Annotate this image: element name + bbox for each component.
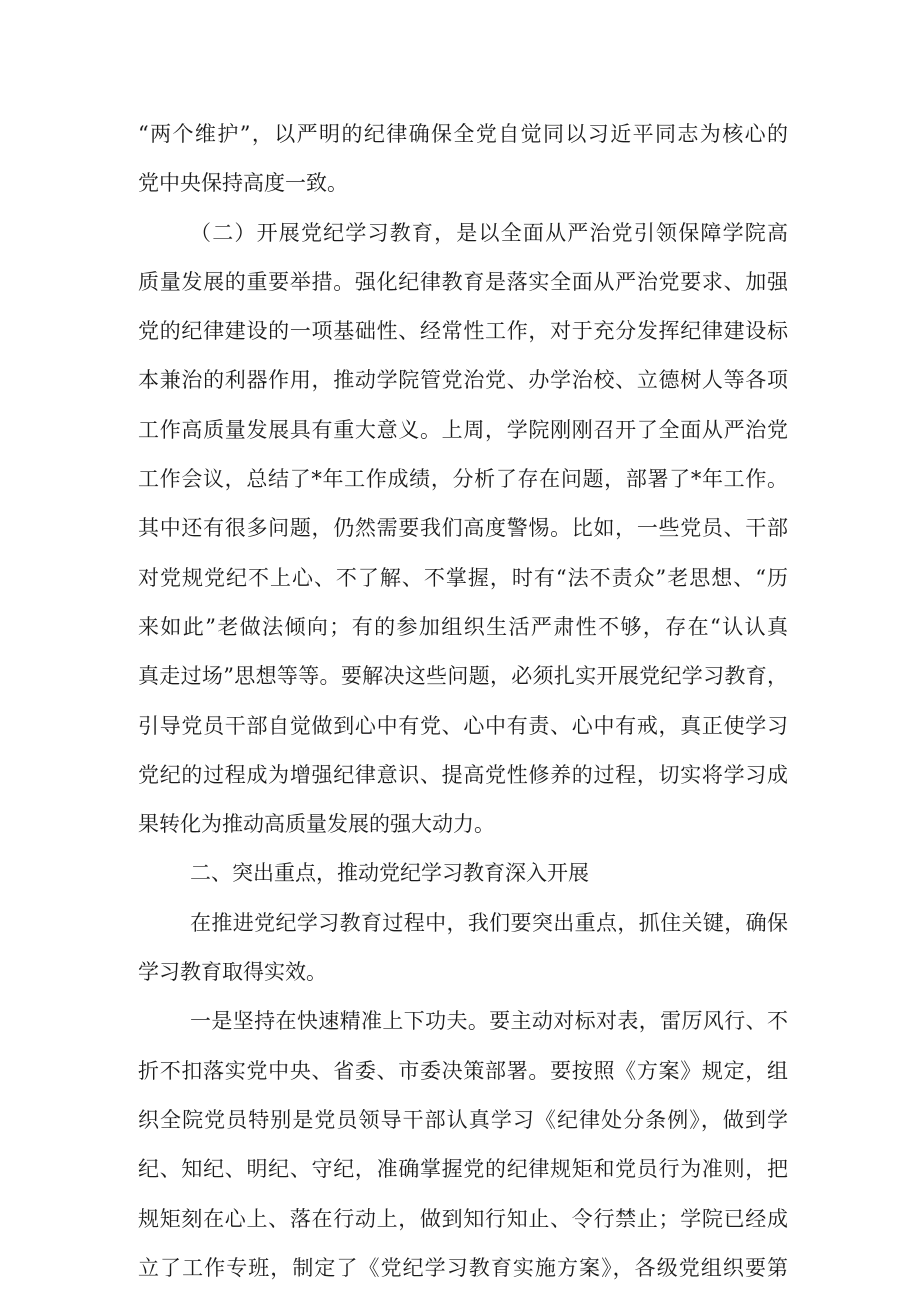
section-heading: 二、突出重点，推动党纪学习教育深入开展 [190, 861, 589, 886]
text-line: 党的纪律建设的一项基础性、经常性工作，对于充分发挥纪律建设标 [138, 319, 788, 344]
text-line: 党中央保持高度一致。 [138, 171, 348, 196]
text-line: 果转化为推动高质量发展的强大动力。 [138, 812, 495, 837]
text-line: 学习教育取得实效。 [138, 960, 327, 985]
text-line: 纪、知纪、明纪、守纪，准确掌握党的纪律规矩和党员行为准则，把 [138, 1157, 788, 1182]
text-line: 织全院党员特别是党员领导干部认真学习《纪律处分条例》，做到学 [138, 1107, 788, 1132]
text-line: 来如此”老做法倾向；有的参加组织生活严肃性不够，存在“认认真 [138, 614, 788, 639]
text-line: 真走过场”思想等等。要解决这些问题，必须扎实开展党纪学习教育， [138, 664, 788, 689]
text-line: 质量发展的重要举措。强化纪律教育是落实全面从严治党要求、加强 [138, 269, 788, 294]
text-line: 规矩刻在心上、落在行动上，做到知行知止、令行禁止；学院已经成 [138, 1206, 788, 1231]
paragraph-first-line: （二）开展党纪学习教育，是以全面从严治党引领保障学院高 [190, 220, 788, 245]
text-line: 折不扣落实党中央、省委、市委决策部署。要按照《方案》规定，组 [138, 1058, 788, 1083]
text-line: 对党规党纪不上心、不了解、不掌握，时有“法不责众”老思想、“历 [138, 565, 788, 590]
text-line: 党纪的过程成为增强纪律意识、提高党性修养的过程，切实将学习成 [138, 762, 788, 787]
text-line: 引导党员干部自觉做到心中有党、心中有责、心中有戒，真正使学习 [138, 713, 788, 738]
text-line: 立了工作专班，制定了《党纪学习教育实施方案》，各级党组织要第 [138, 1255, 788, 1280]
text-line: 本兼治的利器作用，推动学院管党治党、办学治校、立德树人等各项 [138, 368, 788, 393]
text-line: “两个维护”，以严明的纪律确保全党自觉同以习近平同志为核心的 [138, 122, 788, 146]
paragraph-first-line: 在推进党纪学习教育过程中，我们要突出重点，抓住关键，确保 [190, 910, 788, 935]
paragraph-first-line: 一是坚持在快速精准上下功夫。要主动对标对表，雷厉风行、不 [190, 1009, 788, 1034]
text-line: 工作会议，总结了*年工作成绩，分析了存在问题，部署了*年工作。 [138, 467, 788, 492]
document-body [138, 110, 788, 1293]
text-line: 其中还有很多问题，仍然需要我们高度警惕。比如，一些党员、干部 [138, 516, 788, 541]
text-line: 工作高质量发展具有重大意义。上周，学院刚刚召开了全面从严治党 [138, 417, 788, 442]
